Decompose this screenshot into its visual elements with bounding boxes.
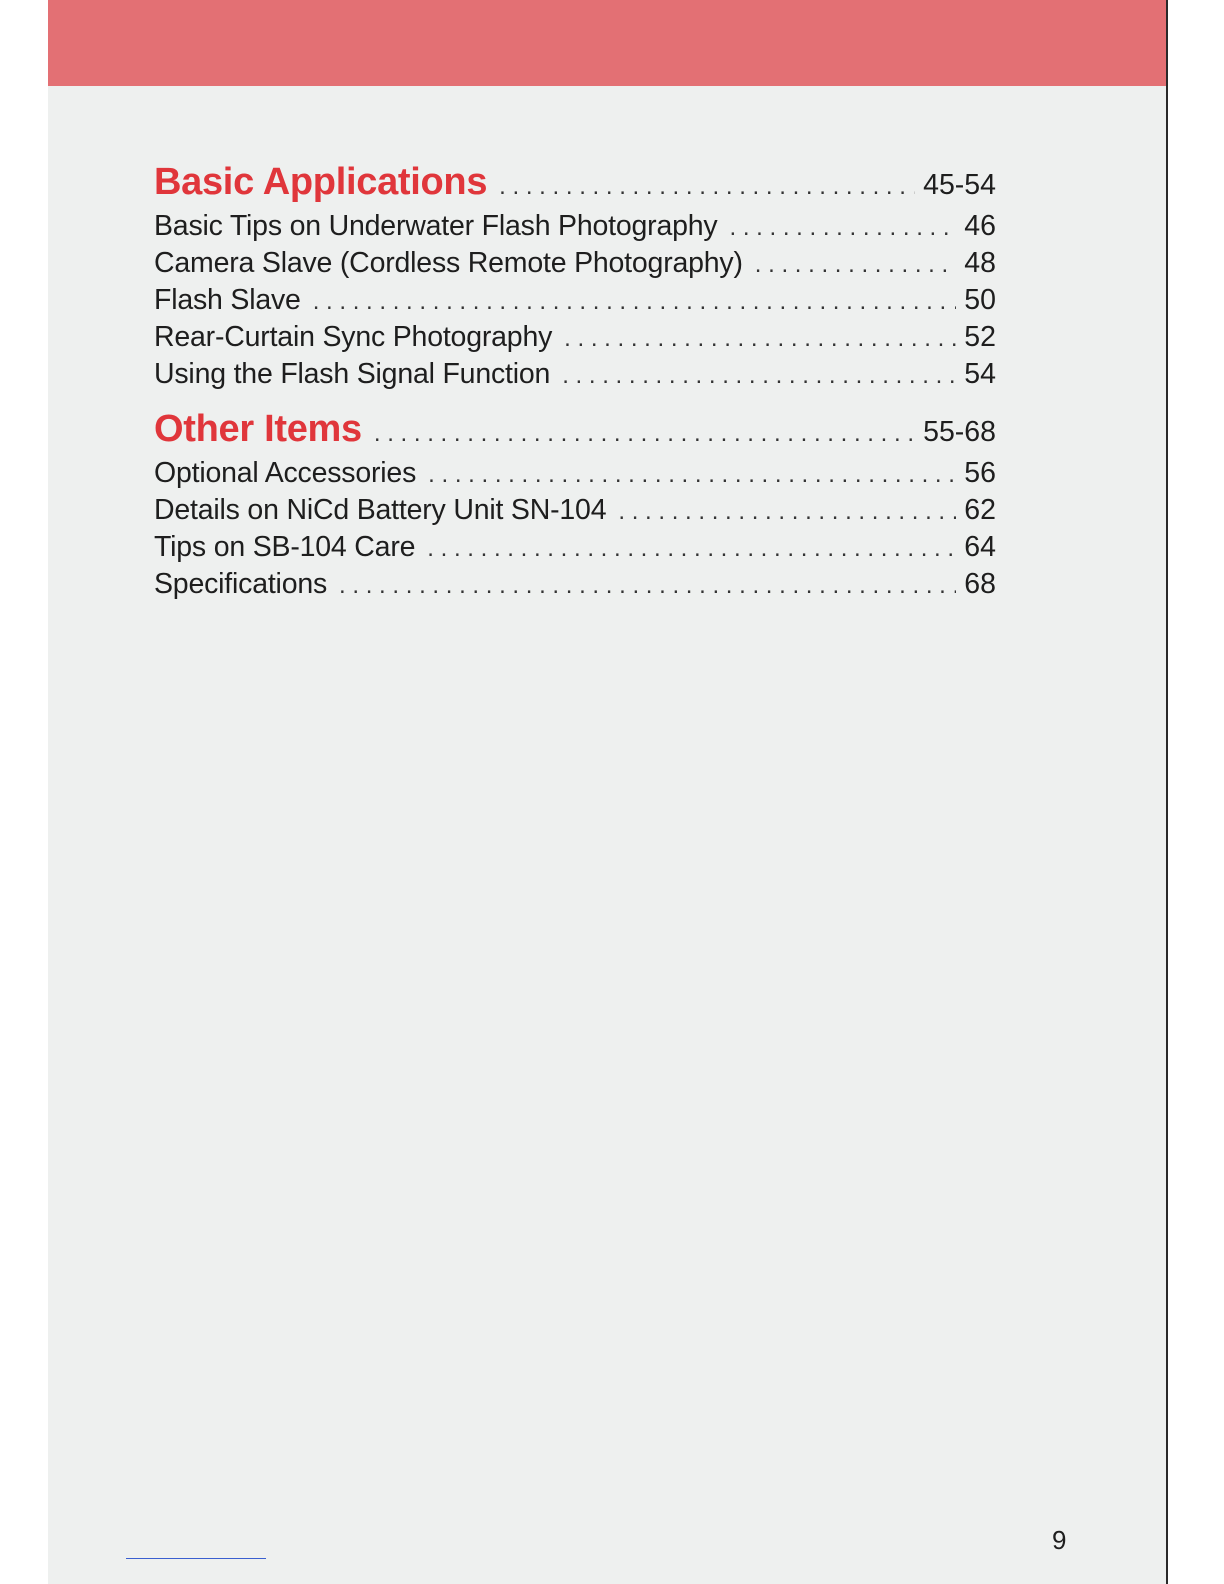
- dot-leader: [729, 209, 956, 246]
- toc-entry-title: Using the Flash Signal Function: [154, 358, 551, 390]
- toc-entry[interactable]: [154, 529, 996, 566]
- toc-entry[interactable]: [154, 455, 996, 492]
- page-number: 9: [1052, 1525, 1067, 1555]
- toc-entry-page: 62: [964, 494, 996, 526]
- dot-leader: [562, 357, 956, 394]
- dot-leader: [499, 161, 915, 213]
- toc-entry-page: 56: [964, 457, 996, 489]
- dot-leader: [755, 246, 957, 283]
- toc-entry-title: Tips on SB-104 Care: [154, 531, 416, 563]
- toc-entry-title: Camera Slave (Cordless Remote Photography): [154, 247, 743, 279]
- toc-entry[interactable]: [154, 319, 996, 356]
- toc-entry-page: 68: [964, 568, 996, 600]
- toc-heading-row[interactable]: [154, 156, 996, 208]
- toc-entry[interactable]: [154, 356, 996, 393]
- footer-rule: [126, 1558, 266, 1559]
- table-of-contents: [154, 156, 996, 613]
- dot-leader: [374, 408, 915, 460]
- toc-section-basic-applications: [154, 156, 996, 393]
- dot-leader: [339, 567, 956, 604]
- toc-entry-title: Rear-Curtain Sync Photography: [154, 321, 553, 353]
- toc-entry-title: Specifications: [154, 568, 328, 600]
- toc-entry-page: 50: [964, 284, 996, 316]
- toc-entry[interactable]: [154, 566, 996, 603]
- toc-entry-page: 46: [964, 210, 996, 242]
- toc-entry-page: 54: [964, 358, 996, 390]
- toc-section-title: Other Items: [154, 408, 362, 450]
- toc-entry[interactable]: [154, 208, 996, 245]
- dot-leader: [618, 493, 956, 530]
- manual-page: [48, 0, 1168, 1584]
- dot-leader: [427, 530, 956, 567]
- toc-section-title: Basic Applications: [154, 161, 488, 203]
- toc-entry-title: Flash Slave: [154, 284, 301, 316]
- dot-leader: [564, 320, 956, 357]
- toc-section-pages: 55-68: [923, 416, 996, 448]
- dot-leader: [428, 456, 956, 493]
- toc-entry-page: 48: [964, 247, 996, 279]
- toc-heading-row[interactable]: [154, 403, 996, 455]
- dot-leader: [313, 283, 957, 320]
- toc-entry[interactable]: [154, 282, 996, 319]
- header-color-band: [48, 0, 1166, 86]
- toc-section-other-items: [154, 403, 996, 603]
- toc-entry-page: 52: [964, 321, 996, 353]
- toc-entry-title: Optional Accessories: [154, 457, 417, 489]
- toc-entry-title: Basic Tips on Underwater Flash Photography: [154, 210, 718, 242]
- toc-section-pages: 45-54: [923, 169, 996, 201]
- toc-entry-title: Details on NiCd Battery Unit SN-104: [154, 494, 607, 526]
- toc-entry-page: 64: [964, 531, 996, 563]
- toc-entry[interactable]: [154, 245, 996, 282]
- toc-entry[interactable]: [154, 492, 996, 529]
